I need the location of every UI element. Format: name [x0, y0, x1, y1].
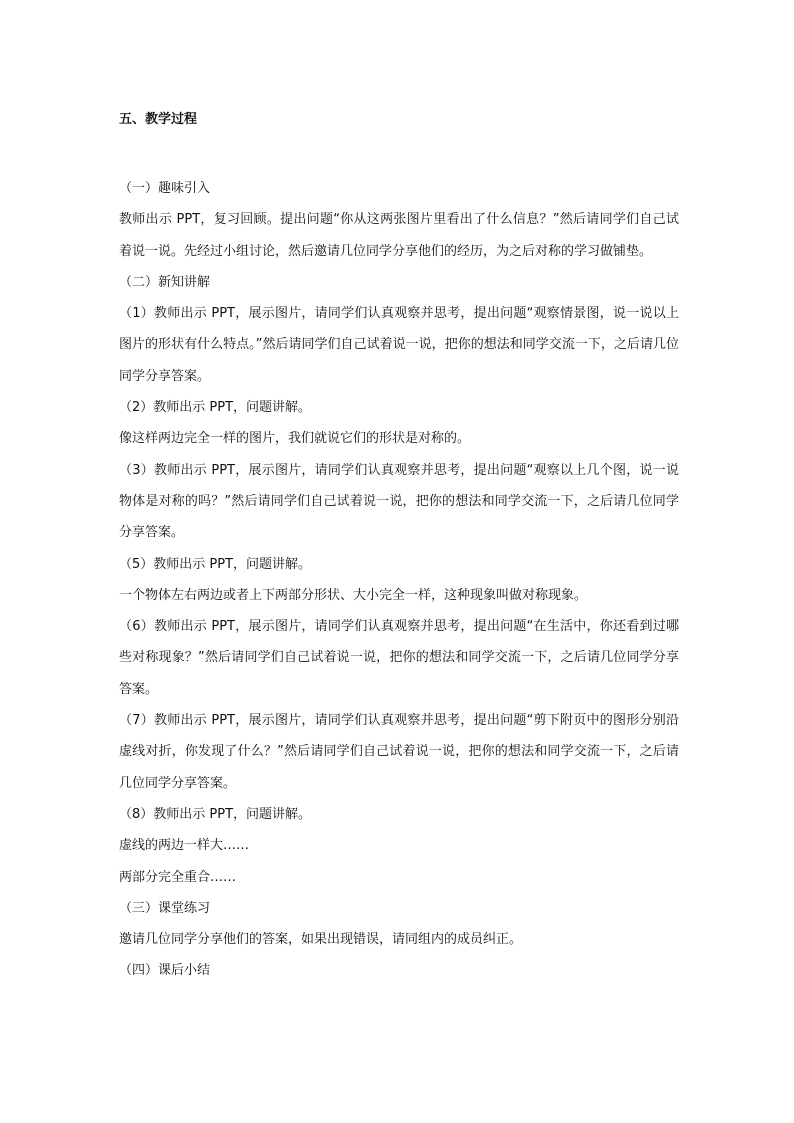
paragraph-step-8-point-1: 虚线的两边一样大……	[119, 838, 250, 854]
paragraph-step-3: （3）教师出示 PPT，展示图片，请同学们认真观察并思考，提出问题“观察以上几个图，说一说物体是对称的吗？”然后请同学们自己试着说一说，把你的想法和同学交流一下，之后请几位同学分享答案。	[119, 462, 679, 541]
subheading-intro: （一）趣味引入	[119, 181, 211, 196]
paragraph-practice-body: 邀请几位同学分享他们的答案，如果出现错误，请同组内的成员纠正。	[119, 932, 523, 948]
paragraph-step-5-explanation: 一个物体左右两边或者上下两部分形状、大小完全一样，这种现象叫做对称现象。	[119, 587, 588, 603]
paragraph-intro-body: 教师出示 PPT，复习回顾。提出问题“你从这两张图片里看出了什么信息？”然后请同学们自己试着说一说。先经过小组讨论，然后邀请几位同学分享他们的经历，为之后对称的学习做铺垫。	[119, 212, 679, 259]
paragraph-step-8: （8）教师出示 PPT，问题讲解。	[119, 806, 312, 822]
paragraph-step-2-explanation: 像这样两边完全一样的图片，我们就说它们的形状是对称的。	[119, 431, 471, 447]
subheading-practice: （三）课堂练习	[119, 900, 211, 916]
paragraph-step-1: （1）教师出示 PPT，展示图片，请同学们认真观察并思考，提出问题“观察情景图，说一说以上图片的形状有什么特点。”然后请同学们自己试着说一说，把你的想法和同学交流一下，之后请几位同学分享答案。	[119, 306, 679, 384]
section-spacer	[119, 132, 679, 173]
paragraph-step-7: （7）教师出示 PPT，展示图片，请同学们认真观察并思考，提出问题“剪下附页中的图形分别沿虚线对折，你发现了什么？”然后请同学们自己试着说一说，把你的想法和同学交流一下，之后请几位同学分享答案。	[119, 713, 679, 791]
document-body	[119, 108, 679, 987]
paragraph-step-8-point-2: 两部分完全重合……	[119, 869, 237, 885]
section-title: 五、教学过程	[119, 112, 198, 127]
subheading-new-knowledge: （二）新知讲解	[119, 274, 211, 290]
paragraph-step-6: （6）教师出示 PPT，展示图片，请同学们认真观察并思考，提出问题“在生活中，你还看到过哪些对称现象？”然后请同学们自己试着说一说，把你的想法和同学交流一下，之后请几位同学分享答案。	[119, 619, 679, 697]
paragraph-step-5: （5）教师出示 PPT，问题讲解。	[119, 556, 312, 572]
paragraph-step-2: （2）教师出示 PPT，问题讲解。	[119, 400, 312, 416]
subheading-summary: （四）课后小结	[119, 963, 211, 979]
